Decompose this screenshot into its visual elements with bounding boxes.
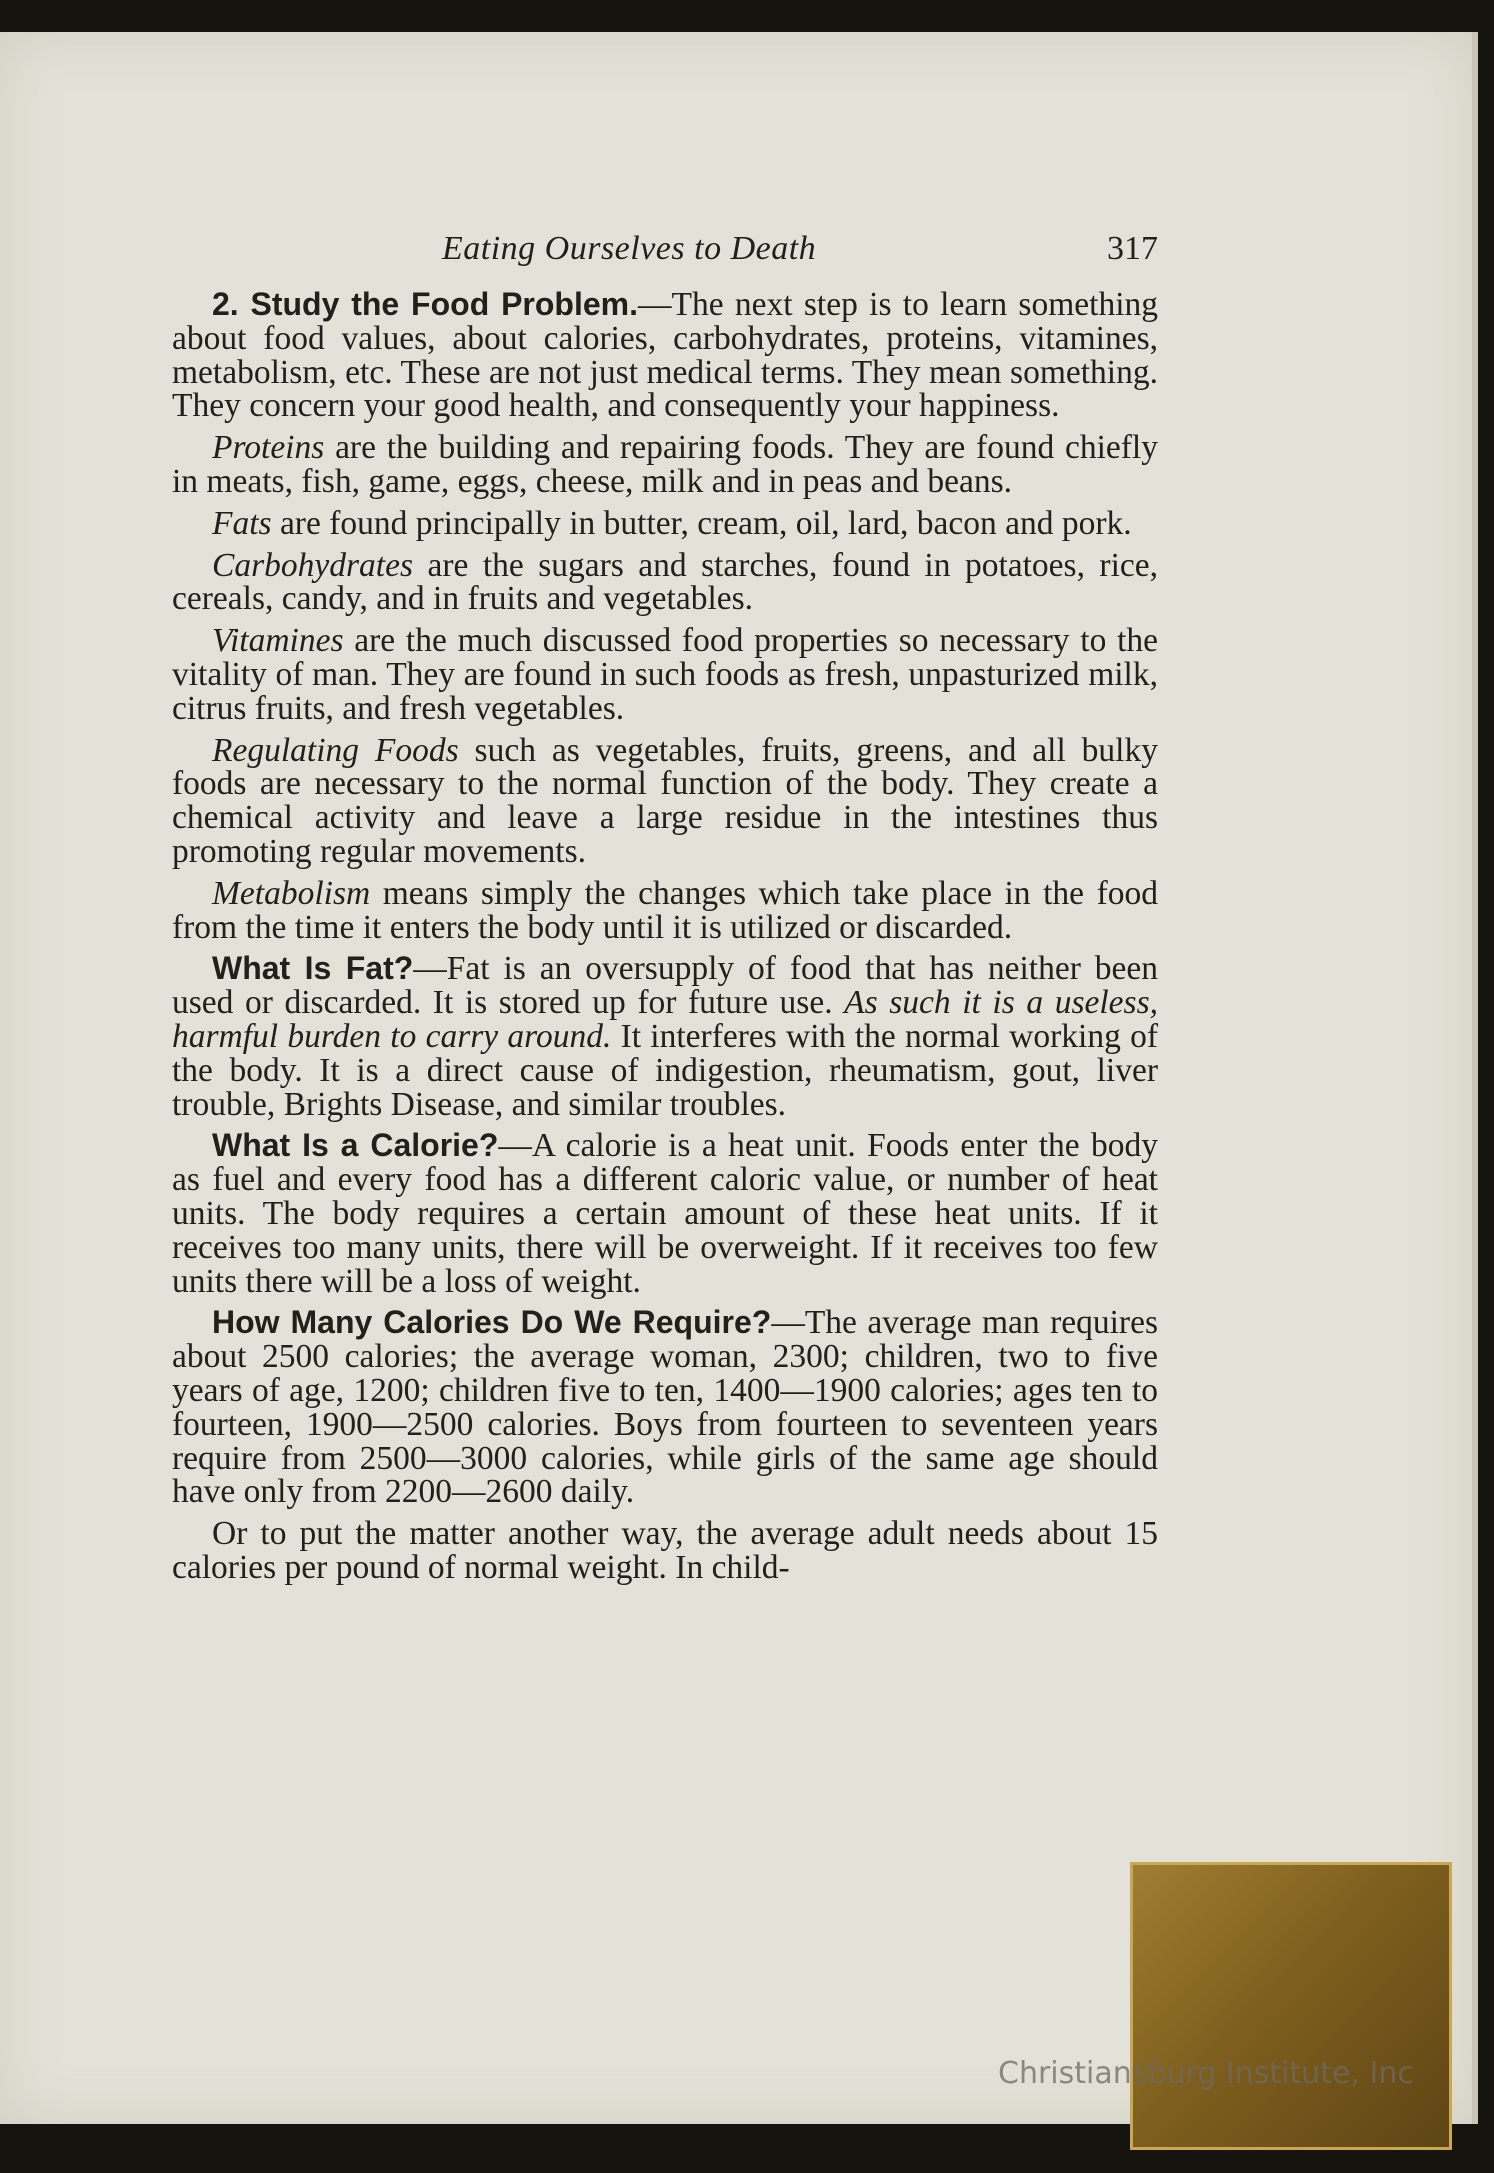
- paragraph-body: —The average man requires about 2500 calories; the average woman, 2300; children, two to five years of age, 1200; children five to ten, 1400—1900 calories; ages ten to fourteen, 1900—2500 calories. Boys from fourteen to seventeen years require from 2500—3000 calories, while girls of the same age should have only from 2200—2600 daily.: [172, 1304, 1158, 1511]
- defined-term: Regulating Foods: [212, 731, 459, 769]
- paragraph-vitamines: [172, 624, 1158, 725]
- defined-term: Fats: [212, 504, 272, 542]
- paragraph-fats: [172, 504, 1158, 542]
- paragraph-calories-required: [172, 1306, 1158, 1509]
- paragraph-tail: It interferes with the normal working of the body. It is a direct cause of indigestion, rheumatism, gout, liver trouble, Brights Disease, and similar troubles.: [172, 1017, 1159, 1123]
- paragraph-regulating-foods: [172, 731, 1158, 870]
- paragraph-body: Or to put the matter another way, the average adult needs about 15 calories per pound of normal weight. In child-: [172, 1515, 1158, 1586]
- defined-term: Metabolism: [212, 874, 371, 912]
- paragraph-body: are the building and repairing foods. They are found chiefly in meats, fish, game, eggs, cheese, milk and in peas and beans.: [172, 429, 1158, 500]
- paragraph-body: are the much discussed food properties so necessary to the vitality of man. They are found in such foods as fresh, unpasturized milk, citrus fruits, and fresh vegetables.: [172, 622, 1158, 727]
- running-head: [172, 232, 1158, 288]
- page-text: [172, 232, 1158, 1593]
- section-lead: How Many Calories Do We Require?: [212, 1304, 772, 1341]
- paragraph-body: are found principally in butter, cream, oil, lard, bacon and pork.: [271, 504, 1132, 542]
- section-lead: 2. Study the Food Problem.: [212, 286, 638, 322]
- paragraph-food-problem: [172, 288, 1158, 423]
- paragraph-body: —A calorie is a heat unit. Foods enter the body as fuel and every food has a different caloric value, or number of heat units. The body requires a certain amount of these heat units. If it receives too many units, there will be overweight. If it receives too few units there will be a loss of weight.: [172, 1127, 1159, 1300]
- defined-term: Proteins: [212, 429, 325, 467]
- watermark: Christiansburg Institute, Inc: [998, 2056, 1414, 2091]
- paragraph-body: such as vegetables, fruits, greens, and all bulky foods are necessary to the normal function of the body. They create a chemical activity and leave a large residue in the intestines thus promoting regular movements.: [172, 731, 1158, 870]
- brass-page-clip: [1130, 1862, 1452, 2150]
- page-number: 317: [1107, 230, 1158, 267]
- defined-term: Vitamines: [212, 622, 344, 660]
- section-lead: What Is a Calorie?: [212, 1127, 499, 1164]
- paragraph-what-is-calorie: [172, 1129, 1158, 1298]
- paragraph-calories-per-pound: [172, 1517, 1158, 1585]
- paragraph-metabolism: [172, 874, 1158, 946]
- paragraph-what-is-fat: [172, 952, 1158, 1121]
- paragraph-body: are the sugars and starches, found in potatoes, rice, cereals, candy, and in fruits and vegetables.: [172, 546, 1158, 618]
- running-title: Eating Ourselves to Death: [442, 230, 817, 267]
- paragraph-body: means simply the changes which take place in the food from the time it enters the body until it is utilized or discarded.: [172, 874, 1158, 946]
- defined-term: Carbohydrates: [212, 546, 413, 584]
- paragraph-proteins: [172, 431, 1158, 499]
- paragraph-body: —Fat is an oversupply of food that has neither been used or discarded. It is stored up for future use.: [172, 950, 1158, 1022]
- paragraph-carbohydrates: [172, 546, 1158, 618]
- paragraph-body: —The next step is to learn something about food values, about calories, carbohydrates, proteins, vitamines, metabolism, etc. These are not just medical terms. They mean something. They concern your good health, and consequently your happiness.: [172, 286, 1159, 425]
- emphasized-sentence: As such it is a useless, harmful burden to carry around.: [172, 984, 1158, 1055]
- section-lead: What Is Fat?: [212, 950, 414, 987]
